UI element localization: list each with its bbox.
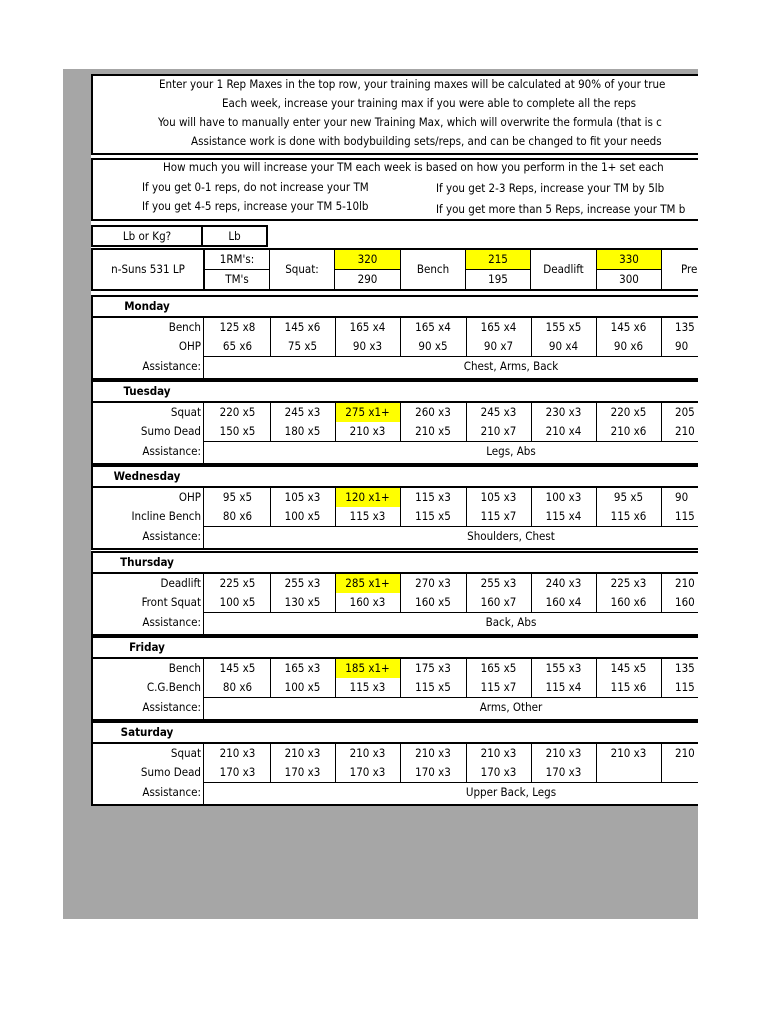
maxes-table	[91, 248, 698, 291]
set-cell[interactable]: 95 x5	[222, 490, 253, 504]
day-block-5	[91, 721, 698, 806]
set-cell[interactable]: 115 x4	[545, 680, 582, 694]
set-cell[interactable]: 230 x3	[545, 405, 582, 419]
program-name: n-Suns 531 LP	[111, 262, 185, 276]
squat-label: Squat:	[285, 262, 319, 276]
set-cell[interactable]: 165 x4	[415, 320, 451, 334]
set-cell[interactable]: 205	[675, 405, 695, 419]
set-cell[interactable]: 145 x5	[219, 661, 256, 675]
progression-box	[91, 158, 698, 221]
set-cell[interactable]: 160 x5	[415, 595, 451, 609]
set-cell[interactable]: 155 x5	[545, 320, 582, 334]
set-cell[interactable]: 210 x7	[480, 424, 517, 438]
units-label: Lb or Kg?	[122, 229, 172, 243]
set-cell[interactable]: 95 x5	[613, 490, 644, 504]
set-cell[interactable]: 90	[675, 490, 689, 504]
set-cell[interactable]: 145 x5	[610, 661, 647, 675]
set-cell[interactable]: 125 x8	[219, 320, 256, 334]
set-cell[interactable]: 210 x3	[545, 746, 582, 760]
set-cell[interactable]: 90 x3	[352, 339, 383, 353]
set-cell[interactable]: 210 x3	[349, 746, 386, 760]
exercise-label: Squat	[170, 405, 201, 419]
assistance-label: Assistance:	[142, 529, 201, 543]
set-cell[interactable]: 160 x3	[349, 595, 386, 609]
set-cell[interactable]: 155 x3	[545, 661, 582, 675]
day-title: Friday	[129, 640, 165, 654]
set-cell[interactable]: 210	[675, 424, 695, 438]
deadlift-label: Deadlift	[543, 262, 584, 276]
set-cell[interactable]: 210	[675, 746, 695, 760]
instruction-line: You will have to manually enter your new Training Max, which will overwrite the formula (that is c	[158, 115, 662, 129]
set-cell[interactable]: 80 x6	[222, 680, 253, 694]
set-cell[interactable]: 90 x4	[548, 339, 579, 353]
set-cell[interactable]: 165 x4	[349, 320, 386, 334]
progression-rule: If you get 0-1 reps, do not increase your TM	[142, 180, 369, 194]
set-cell[interactable]: 245 x3	[480, 405, 517, 419]
units-label-cell	[91, 225, 203, 247]
instruction-line: Assistance work is done with bodybuilding sets/reps, and can be changed to fit your needs	[191, 134, 662, 148]
assistance-label: Assistance:	[142, 700, 201, 714]
set-cell[interactable]: 255 x3	[284, 576, 321, 590]
day-block-0	[91, 295, 698, 380]
set-cell[interactable]: 170 x3	[219, 765, 256, 779]
exercise-label: Squat	[170, 746, 201, 760]
set-cell[interactable]: 210	[675, 576, 695, 590]
set-cell[interactable]: 160 x4	[545, 595, 582, 609]
set-cell[interactable]: 115 x7	[480, 680, 517, 694]
set-cell[interactable]: 75 x5	[287, 339, 318, 353]
set-cell[interactable]: 180 x5	[284, 424, 321, 438]
exercise-label: C.G.Bench	[146, 680, 201, 694]
set-cell[interactable]: 170 x3	[284, 765, 321, 779]
exercise-label: Deadlift	[160, 576, 201, 590]
set-cell[interactable]: 270 x3	[415, 576, 451, 590]
day-title: Tuesday	[123, 384, 171, 398]
set-cell[interactable]: 210 x4	[545, 424, 582, 438]
units-value: Lb	[228, 229, 241, 243]
set-cell[interactable]	[596, 763, 661, 782]
set-cell[interactable]: 220 x5	[610, 405, 647, 419]
day-block-3	[91, 551, 698, 636]
day-title: Wednesday	[113, 469, 181, 483]
set-cell[interactable]: 175 x3	[415, 661, 451, 675]
set-cell[interactable]: 210 x3	[610, 746, 647, 760]
assistance-value[interactable]: Legs, Abs	[486, 444, 536, 458]
assistance-value[interactable]: Back, Abs	[485, 615, 537, 629]
set-cell[interactable]: 210 x3	[284, 746, 321, 760]
assistance-value[interactable]: Shoulders, Chest	[467, 529, 555, 543]
set-cell[interactable]: 100 x3	[545, 490, 582, 504]
set-cell[interactable]: 135	[675, 661, 695, 675]
tm-label: TM's	[225, 272, 249, 286]
set-cell[interactable]: 220 x5	[219, 405, 256, 419]
exercise-label: OHP	[178, 339, 201, 353]
set-cell[interactable]: 90 x7	[483, 339, 514, 353]
assistance-value[interactable]: Arms, Other	[479, 700, 543, 714]
day-block-2	[91, 465, 698, 550]
set-cell[interactable]: 115 x3	[415, 490, 451, 504]
set-cell[interactable]: 245 x3	[284, 405, 321, 419]
exercise-label: Front Squat	[141, 595, 201, 609]
deadlift-1rm-input[interactable]: 330	[597, 250, 661, 269]
set-cell[interactable]: 115 x3	[349, 509, 386, 523]
spreadsheet-page	[91, 74, 698, 804]
instruction-line: Each week, increase your training max if you were able to complete all the reps	[222, 96, 637, 110]
set-cell[interactable]: 115 x4	[545, 509, 582, 523]
set-cell[interactable]: 260 x3	[415, 405, 451, 419]
assistance-value[interactable]: Chest, Arms, Back	[463, 359, 559, 373]
day-title: Saturday	[120, 725, 174, 739]
set-cell[interactable]	[661, 763, 698, 782]
set-cell[interactable]: 285 x1+	[335, 574, 400, 593]
bench-tm-value[interactable]: 195	[488, 272, 508, 286]
spreadsheet-background	[63, 69, 698, 919]
set-cell[interactable]: 210 x3	[480, 746, 517, 760]
set-cell[interactable]: 210 x6	[610, 424, 647, 438]
set-cell[interactable]: 80 x6	[222, 509, 253, 523]
set-cell[interactable]: 90 x6	[613, 339, 644, 353]
set-cell[interactable]: 115 x7	[480, 509, 517, 523]
squat-tm-value[interactable]: 290	[357, 272, 378, 286]
progression-intro: How much you will increase your TM each week is based on how you perform in the 1+ set each	[163, 160, 664, 174]
day-title: Monday	[124, 299, 170, 313]
set-cell[interactable]: 165 x5	[480, 661, 517, 675]
set-cell[interactable]: 210 x3	[349, 424, 386, 438]
set-cell[interactable]: 185 x1+	[335, 659, 400, 678]
set-cell[interactable]: 115 x3	[349, 680, 386, 694]
set-cell[interactable]: 145 x6	[610, 320, 647, 334]
set-cell[interactable]: 165 x3	[284, 661, 321, 675]
set-cell[interactable]: 165 x4	[480, 320, 517, 334]
assistance-label: Assistance:	[142, 785, 201, 799]
set-cell[interactable]: 210 x3	[415, 746, 451, 760]
set-cell[interactable]: 170 x3	[349, 765, 386, 779]
bench-1rm-input[interactable]: 215	[466, 250, 530, 269]
assistance-label: Assistance:	[142, 444, 201, 458]
set-cell[interactable]: 120 x1+	[335, 488, 400, 507]
set-cell[interactable]: 160 x6	[610, 595, 647, 609]
set-cell[interactable]: 115	[675, 680, 695, 694]
set-cell[interactable]: 115 x5	[415, 680, 451, 694]
set-cell[interactable]: 135	[675, 320, 695, 334]
exercise-label: Incline Bench	[131, 509, 201, 523]
day-block-1	[91, 380, 698, 465]
set-cell[interactable]: 240 x3	[545, 576, 582, 590]
set-cell[interactable]: 160 x7	[480, 595, 517, 609]
set-cell[interactable]: 100 x5	[284, 680, 321, 694]
progression-rule: If you get more than 5 Reps, increase your TM b	[436, 202, 686, 216]
exercise-label: OHP	[178, 490, 201, 504]
set-cell[interactable]: 115 x6	[610, 680, 647, 694]
set-cell[interactable]: 100 x5	[219, 595, 256, 609]
rm-label: 1RM's:	[219, 252, 255, 266]
assistance-label: Assistance:	[142, 615, 201, 629]
set-cell[interactable]: 115 x6	[610, 509, 647, 523]
set-cell[interactable]: 130 x5	[284, 595, 321, 609]
set-cell[interactable]: 90 x5	[418, 339, 448, 353]
exercise-label: Sumo Dead	[140, 765, 201, 779]
set-cell[interactable]: 170 x3	[415, 765, 451, 779]
set-cell[interactable]: 275 x1+	[335, 403, 400, 422]
set-cell[interactable]: 210 x3	[219, 746, 256, 760]
exercise-label: Sumo Dead	[140, 424, 201, 438]
progression-rule: If you get 4-5 reps, increase your TM 5-10lb	[142, 199, 369, 213]
set-cell[interactable]: 210 x5	[415, 424, 451, 438]
set-cell[interactable]: 170 x3	[480, 765, 517, 779]
bench-label: Bench	[416, 262, 450, 276]
instruction-line: Enter your 1 Rep Maxes in the top row, your training maxes will be calculated at 90% of your true	[159, 77, 666, 91]
set-cell[interactable]: 115	[675, 509, 695, 523]
instructions-box	[91, 74, 698, 155]
day-block-4	[91, 636, 698, 721]
squat-1rm-input[interactable]: 320	[335, 250, 400, 269]
deadlift-tm-value[interactable]: 300	[619, 272, 639, 286]
set-cell[interactable]: 145 x6	[284, 320, 321, 334]
units-value-cell[interactable]	[201, 225, 268, 247]
set-cell[interactable]: 170 x3	[545, 765, 582, 779]
press-label: Pre	[681, 262, 698, 276]
set-cell[interactable]: 150 x5	[219, 424, 256, 438]
set-cell[interactable]: 225 x3	[610, 576, 647, 590]
exercise-label: Bench	[168, 661, 201, 675]
set-cell[interactable]: 115 x5	[415, 509, 451, 523]
set-cell[interactable]: 100 x5	[284, 509, 321, 523]
progression-rule: If you get 2-3 Reps, increase your TM by 5lb	[436, 181, 665, 195]
set-cell[interactable]: 105 x3	[480, 490, 517, 504]
exercise-label: Bench	[168, 320, 201, 334]
set-cell[interactable]: 65 x6	[222, 339, 253, 353]
set-cell[interactable]: 105 x3	[284, 490, 321, 504]
set-cell[interactable]: 160	[675, 595, 695, 609]
set-cell[interactable]: 225 x5	[219, 576, 256, 590]
set-cell[interactable]: 255 x3	[480, 576, 517, 590]
day-title: Thursday	[120, 555, 174, 569]
set-cell[interactable]: 90	[675, 339, 689, 353]
assistance-value[interactable]: Upper Back, Legs	[465, 785, 557, 799]
assistance-label: Assistance:	[142, 359, 201, 373]
